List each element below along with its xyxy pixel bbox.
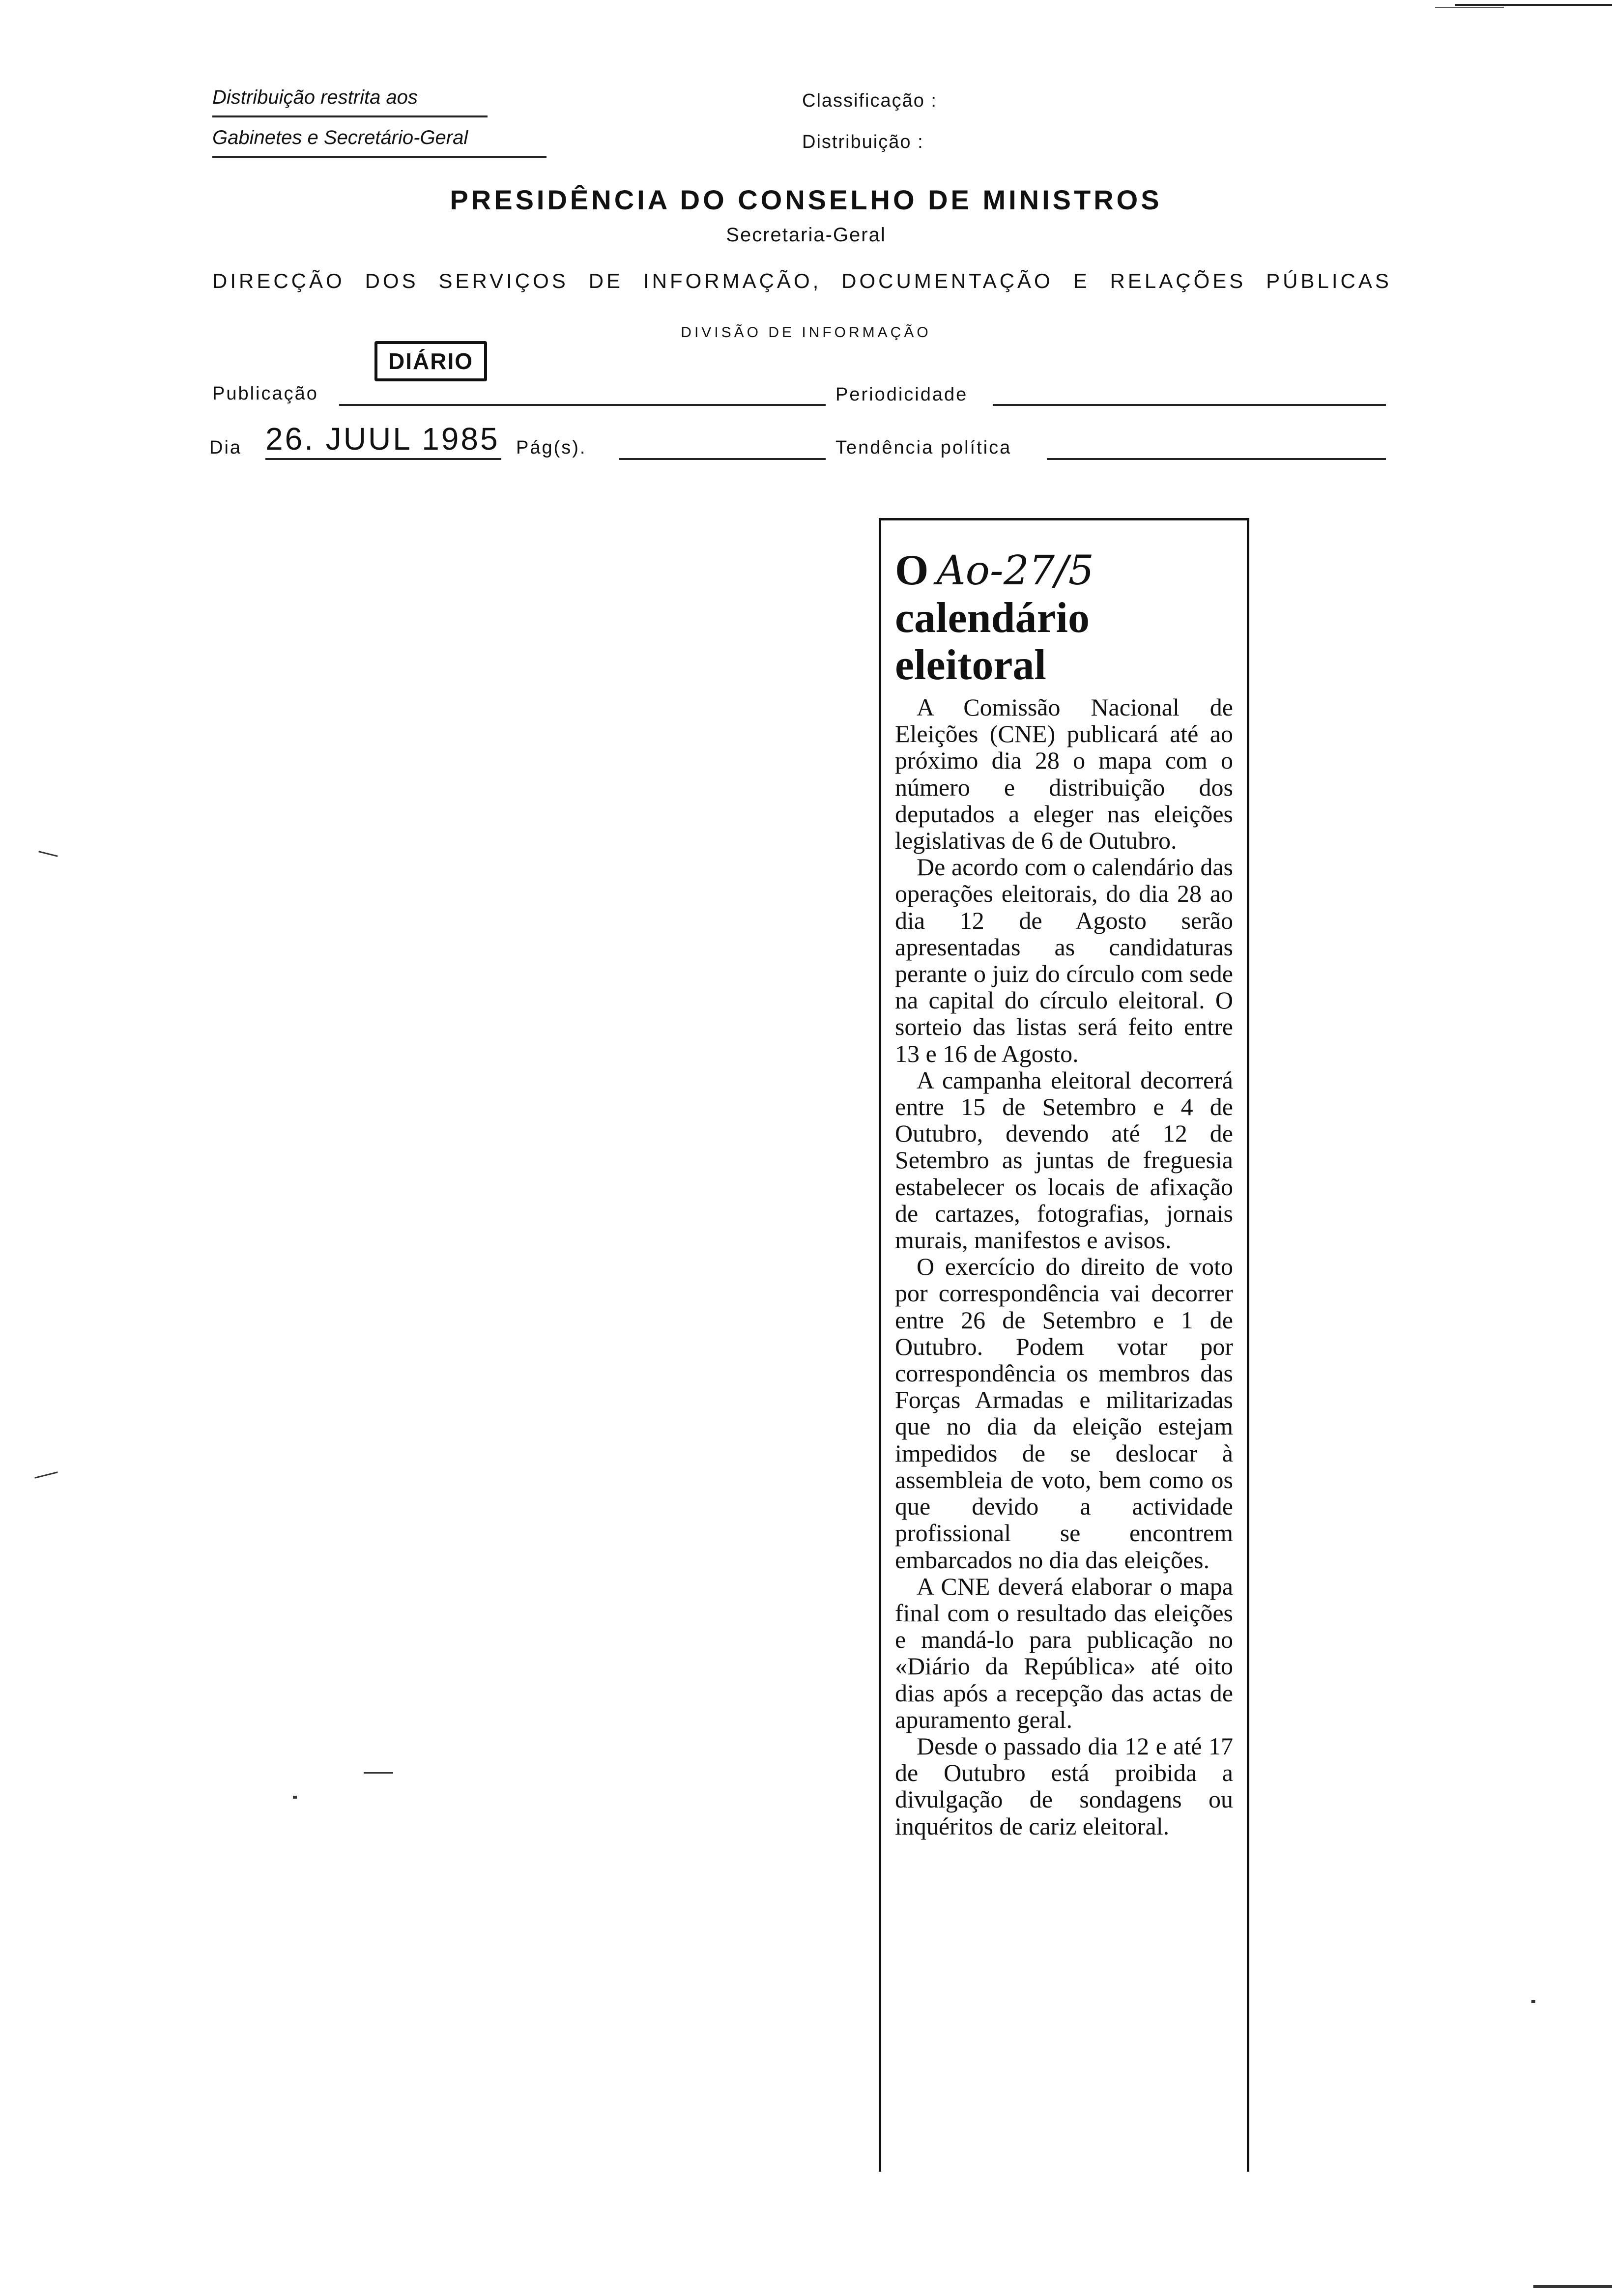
scan-speck	[364, 1772, 393, 1774]
newspaper-clipping	[879, 518, 1249, 2172]
headline-word: O	[895, 546, 929, 594]
article-paragraph: A CNE deverá elaborar o mapa final com o resultado das eleições e mandá-lo para publicação no «Diário da República» até oito dias após a recepção das actas de apuramento geral.	[895, 1572, 1233, 1733]
directorate-word: DOS	[365, 269, 419, 292]
scan-edge-rule	[1435, 7, 1504, 8]
headline-line3: eleitoral	[895, 641, 1046, 689]
classification-label: Classificação :	[802, 90, 937, 111]
article-paragraph: Desde o passado dia 12 e até 17 de Outubro está proibida a divulgação de sondagens ou inquéritos de cariz eleitoral.	[895, 1732, 1233, 1840]
directorate-word: DIRECÇÃO	[212, 269, 345, 292]
scan-speck	[1531, 2000, 1535, 2003]
pages-field-line	[619, 458, 826, 460]
scan-speck	[293, 1796, 297, 1799]
article-body	[895, 694, 1233, 1839]
directorate-word: RELAÇÕES	[1110, 269, 1246, 292]
publication-field-line	[339, 404, 826, 406]
distribution-restriction-line1: Distribuição restrita aos	[212, 86, 488, 117]
directorate-word: E	[1073, 269, 1090, 292]
directorate-word: PÚBLICAS	[1266, 269, 1392, 292]
day-stamp-value: 26. JUUL 1985	[265, 421, 501, 460]
secretariat-heading: Secretaria-Geral	[726, 224, 886, 246]
article-paragraph: De acordo com o calendário das operações eleitorais, do dia 28 ao dia 12 de Agosto serão apresentadas as candidaturas perante o juiz do círculo com sede na capital do círculo eleitoral. O sorteio das listas será feito entre 13 e 16 de Agosto.	[895, 853, 1233, 1067]
division-heading: DIVISÃO DE INFORMAÇÃO	[681, 324, 931, 341]
scan-speck	[38, 851, 58, 857]
directorate-word: DE	[588, 269, 624, 292]
scan-speck	[34, 1471, 58, 1479]
directorate-word: DOCUMENTAÇÃO	[841, 269, 1053, 292]
article-paragraph: A Comissão Nacional de Eleições (CNE) publicará até ao próximo dia 28 o mapa com o número e distribuição dos deputados a eleger nas eleições legislativas de 6 de Outubro.	[895, 693, 1233, 855]
article-paragraph: O exercício do direito de voto por correspondência vai decorrer entre 26 de Setembro e 1 de Outubro. Podem votar por correspondência os membros das Forças Armadas e militarizadas que no dia da eleição estejam impedidos de se deslocar à assembleia de voto, bem como os que devido a actividade profissional se encontrem embarcados no dia das eleições.	[895, 1253, 1233, 1574]
directorate-word: SERVIÇOS	[438, 269, 569, 292]
publication-label: Publicação	[212, 383, 318, 404]
directorate-heading	[212, 269, 1392, 293]
article-paragraph: A campanha eleitoral decorrerá entre 15 de Setembro e 4 de Outubro, devendo até 12 de Setembro as juntas de freguesia estabelecer os locais de afixação de cartazes, fotografias, jornais murais, manifestos e avisos.	[895, 1066, 1233, 1254]
article-headline	[895, 547, 1233, 689]
headline-line1	[895, 547, 1233, 595]
day-label: Dia	[209, 437, 242, 458]
distribution-restriction-line2: Gabinetes e Secretário-Geral	[212, 127, 547, 158]
political-tendency-field-line	[1047, 458, 1386, 460]
periodicity-label: Periodicidade	[835, 384, 968, 405]
distribution-label: Distribuição :	[802, 132, 924, 152]
scan-edge-rule	[1533, 2285, 1612, 2288]
headline-line2: calendário	[895, 594, 1090, 642]
political-tendency-label: Tendência política	[835, 437, 1012, 458]
periodicity-field-line	[993, 404, 1386, 406]
pages-label: Pág(s).	[516, 437, 587, 458]
scan-edge-rule	[1455, 4, 1612, 6]
directorate-word: INFORMAÇÃO,	[643, 269, 822, 292]
publication-stamp: DIÁRIO	[374, 341, 487, 381]
presidency-heading: PRESIDÊNCIA DO CONSELHO DE MINISTROS	[450, 184, 1162, 215]
handwritten-reference-note: Ao-27/5	[936, 547, 1094, 594]
